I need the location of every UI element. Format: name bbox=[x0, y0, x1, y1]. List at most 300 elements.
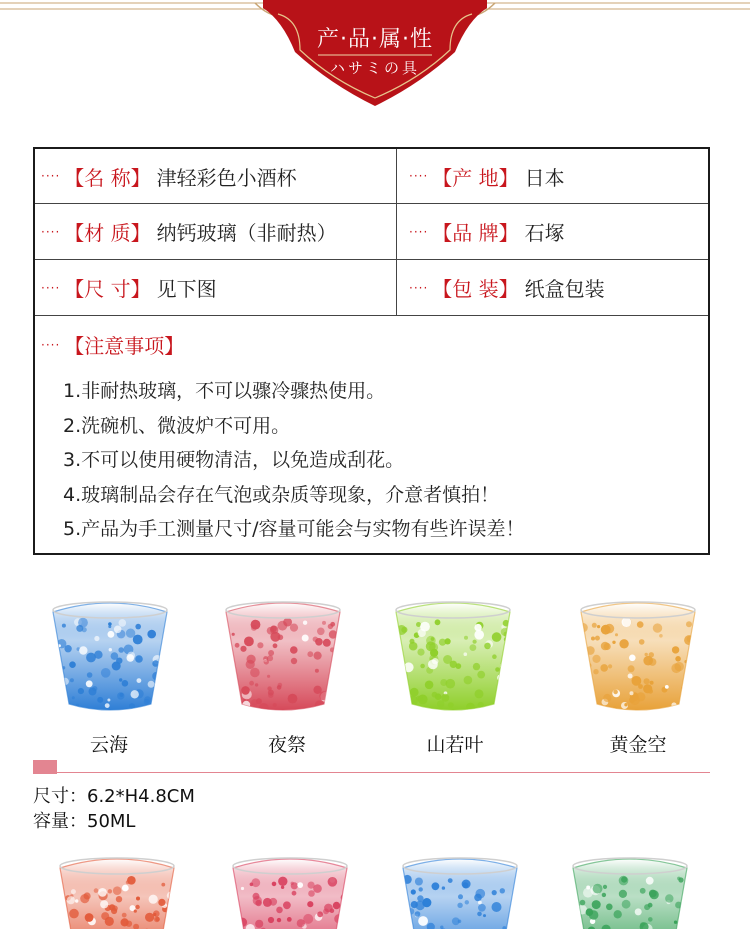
glass-speckle bbox=[593, 884, 603, 894]
glass-speckle bbox=[107, 699, 110, 702]
attribute-value: 纸盒包装 bbox=[524, 277, 605, 301]
glass-speckle bbox=[622, 617, 632, 627]
glass-speckle bbox=[232, 633, 235, 636]
attribute-row bbox=[35, 260, 708, 316]
glass-speckle bbox=[592, 655, 600, 663]
glass-speckle bbox=[71, 889, 76, 894]
glass-speckle bbox=[317, 911, 323, 917]
glass-speckle bbox=[158, 899, 165, 906]
glass-speckle bbox=[464, 636, 468, 640]
glass-speckle bbox=[97, 697, 103, 703]
glass-speckle bbox=[685, 678, 693, 686]
glass-speckle bbox=[600, 664, 608, 672]
glass-speckle bbox=[72, 696, 75, 699]
glass-speckle bbox=[690, 697, 693, 700]
glass-speckle bbox=[62, 624, 66, 628]
note-item: 2.洗碗机、微波炉不可用。 bbox=[63, 414, 291, 437]
glass-speckle bbox=[154, 687, 161, 694]
glass-speckle bbox=[458, 894, 463, 899]
glass-speckle bbox=[113, 886, 122, 895]
glass-speckle bbox=[241, 887, 244, 890]
glass-speckle bbox=[644, 678, 650, 684]
glass-speckle bbox=[675, 656, 681, 662]
glass-speckle bbox=[263, 898, 272, 907]
glass-speckle bbox=[235, 643, 240, 648]
glass-speckle bbox=[440, 679, 447, 686]
glass-speckle bbox=[135, 905, 139, 909]
attribute-cell bbox=[41, 204, 337, 259]
glass-speckle bbox=[52, 696, 59, 703]
glass-speckle bbox=[290, 624, 298, 632]
glass-speckle bbox=[640, 888, 646, 894]
glass-speckle bbox=[105, 917, 114, 926]
glass-speckle bbox=[592, 900, 601, 909]
glass-speckle bbox=[328, 877, 338, 887]
glass-speckle bbox=[255, 920, 263, 928]
glass-speckle bbox=[281, 886, 284, 889]
glass-speckle bbox=[273, 703, 277, 707]
glass-speckle bbox=[145, 913, 154, 922]
glass-speckle bbox=[273, 643, 278, 648]
glass-speckle bbox=[267, 655, 273, 661]
glass-speckle bbox=[56, 672, 62, 678]
glass-speckle bbox=[612, 641, 615, 644]
attribute-cell bbox=[409, 149, 565, 203]
glass-speckle bbox=[144, 696, 151, 703]
glass-speckle bbox=[435, 693, 442, 700]
glass-speckle bbox=[87, 672, 93, 678]
glass-speckle bbox=[116, 896, 122, 902]
glass-speckle bbox=[646, 877, 654, 885]
glass-speckle bbox=[636, 692, 645, 701]
product-name: 山若叶 bbox=[426, 734, 484, 756]
glass-speckle bbox=[653, 623, 662, 632]
glass-speckle bbox=[687, 664, 691, 668]
glass-speckle bbox=[276, 907, 283, 914]
glass-speckle bbox=[648, 689, 653, 694]
glass-speckle bbox=[613, 690, 618, 695]
note-item: 5.产品为手工测量尺寸/容量可能会与实物有些许误差！ bbox=[63, 518, 525, 540]
glass-speckle bbox=[410, 639, 415, 644]
glass-speckle bbox=[601, 642, 610, 651]
glass-speckle bbox=[584, 679, 589, 684]
glass-speckle bbox=[418, 916, 428, 926]
glass-speckle bbox=[674, 921, 677, 924]
glass-speckle bbox=[259, 703, 269, 713]
glass-speckle bbox=[319, 691, 328, 700]
attribute-value: 纳钙玻璃（非耐热） bbox=[156, 221, 337, 245]
glass-speckle bbox=[54, 669, 62, 677]
product-name: 夜祭 bbox=[267, 734, 306, 756]
glass-speckle bbox=[101, 668, 111, 678]
glass-speckle bbox=[419, 887, 423, 891]
glass-speckle bbox=[593, 669, 598, 674]
glass-speckle bbox=[500, 675, 504, 679]
glass-speckle bbox=[67, 896, 75, 904]
glass-speckle bbox=[501, 628, 509, 636]
glass-speckle bbox=[411, 889, 416, 894]
glass-speckle bbox=[624, 703, 627, 706]
glass-speckle bbox=[251, 625, 257, 631]
attribute-value: 见下图 bbox=[156, 277, 217, 301]
glass-speckle bbox=[689, 654, 692, 657]
glass-speckle bbox=[580, 900, 586, 906]
glass-speckle bbox=[292, 891, 297, 896]
attribute-cell bbox=[41, 149, 297, 203]
glass-speckle bbox=[105, 703, 110, 708]
column-divider bbox=[396, 204, 397, 259]
glass-speckle bbox=[70, 678, 74, 682]
glass-speckle bbox=[473, 640, 477, 644]
glass-speckle bbox=[629, 655, 636, 662]
glass-speckle bbox=[474, 624, 481, 631]
glass-speckle bbox=[78, 688, 84, 694]
glass-speckle bbox=[452, 917, 460, 925]
glass-speckle bbox=[268, 690, 274, 696]
glass-speckle bbox=[133, 635, 143, 645]
glass-speckle bbox=[287, 917, 292, 922]
product-image bbox=[225, 848, 355, 929]
glass-speckle bbox=[672, 646, 679, 653]
product-image bbox=[395, 848, 525, 929]
glass-speckle bbox=[131, 690, 139, 698]
glass-speckle bbox=[247, 655, 256, 664]
glass-speckle bbox=[288, 694, 298, 704]
glass-speckle bbox=[313, 637, 318, 642]
glass-speckle bbox=[649, 890, 657, 898]
glass-speckle bbox=[650, 681, 654, 685]
glass-speckle bbox=[682, 696, 687, 701]
glass-speckle bbox=[603, 885, 607, 889]
glass-speckle bbox=[644, 904, 650, 910]
glass-speckle bbox=[148, 681, 155, 688]
glass-speckle bbox=[333, 700, 340, 707]
glass-speckle bbox=[82, 627, 87, 632]
glass-speckle bbox=[291, 658, 297, 664]
glass-speckle bbox=[249, 681, 254, 686]
glass-speckle bbox=[114, 626, 122, 634]
glass-speckle bbox=[592, 623, 597, 628]
glass-speckle bbox=[614, 910, 622, 918]
notes-title: 【注意事项】 bbox=[64, 334, 185, 358]
glass-speckle bbox=[135, 655, 143, 663]
glass-speckle bbox=[425, 681, 434, 690]
glass-speckle bbox=[579, 697, 589, 707]
glass-speckle bbox=[307, 651, 313, 657]
glass-speckle bbox=[435, 619, 441, 625]
glass-speckle bbox=[324, 904, 333, 913]
product-image bbox=[52, 848, 182, 929]
glass-speckle bbox=[637, 621, 644, 628]
product-image bbox=[218, 592, 348, 721]
glass-speckle bbox=[334, 649, 339, 654]
glass-speckle bbox=[149, 895, 158, 904]
glass-speckle bbox=[303, 621, 307, 625]
glass-speckle bbox=[492, 632, 502, 642]
glass-speckle bbox=[85, 913, 94, 922]
glass-speckle bbox=[415, 878, 423, 886]
glass-speckle bbox=[603, 694, 611, 702]
attribute-key: 【尺 寸】 bbox=[64, 277, 151, 301]
glass-speckle bbox=[111, 908, 117, 914]
glass-speckle bbox=[240, 646, 246, 652]
attribute-row bbox=[35, 204, 708, 260]
glass-speckle bbox=[483, 914, 486, 917]
glass-speckle bbox=[415, 901, 425, 911]
glass-speckle bbox=[465, 900, 469, 904]
glass-speckle bbox=[244, 637, 254, 647]
glass-speckle bbox=[226, 698, 231, 703]
glass-speckle bbox=[420, 664, 425, 669]
glass-speckle bbox=[675, 662, 684, 671]
glass-speckle bbox=[333, 902, 340, 909]
glass-speckle bbox=[94, 636, 99, 641]
glass-speckle bbox=[597, 625, 600, 628]
note-item: 1.非耐热玻璃，不可以骤冷骤热使用。 bbox=[63, 380, 386, 402]
attribute-cell bbox=[409, 204, 565, 259]
glass-speckle bbox=[313, 686, 321, 694]
glass-speckle bbox=[645, 653, 648, 656]
glass-speckle bbox=[630, 691, 634, 695]
notes-heading bbox=[41, 330, 184, 359]
product-image bbox=[45, 592, 175, 721]
glass-speckle bbox=[255, 683, 258, 686]
attribute-row bbox=[35, 149, 708, 204]
glass-speckle bbox=[677, 877, 681, 881]
glass-speckle bbox=[268, 917, 274, 923]
attribute-key: 【品 牌】 bbox=[432, 221, 519, 245]
glass-speckle bbox=[437, 700, 444, 707]
glass-speckle bbox=[136, 897, 140, 901]
product-image bbox=[573, 592, 703, 721]
product-name: 黄金空 bbox=[609, 734, 667, 756]
glass-speckle bbox=[153, 910, 160, 917]
attribute-cell bbox=[41, 260, 217, 315]
glass-speckle bbox=[167, 892, 175, 900]
glass-speckle bbox=[591, 637, 595, 641]
glass-speckle bbox=[639, 639, 645, 645]
glass-speckle bbox=[477, 912, 482, 917]
glass-speckle bbox=[415, 911, 421, 917]
attribute-cell bbox=[409, 260, 605, 315]
glass-speckle bbox=[137, 678, 142, 683]
glass-speckle bbox=[470, 644, 477, 651]
glass-speckle bbox=[632, 676, 642, 686]
glass-speckle bbox=[69, 661, 76, 668]
glass-speckle bbox=[127, 876, 136, 885]
glass-speckle bbox=[333, 652, 339, 658]
glass-speckle bbox=[147, 630, 156, 639]
glass-speckle bbox=[118, 647, 124, 653]
attribute-table bbox=[33, 147, 710, 555]
attribute-value: 日本 bbox=[524, 165, 565, 190]
glass-speckle bbox=[250, 668, 260, 678]
divider-block bbox=[33, 760, 57, 774]
glass-speckle bbox=[619, 890, 627, 898]
attribute-key: 【产 地】 bbox=[432, 165, 519, 190]
glass-speckle bbox=[57, 707, 63, 713]
glass-speckle bbox=[464, 652, 468, 656]
glass-speckle bbox=[680, 904, 689, 913]
attribute-value: 津轻彩色小酒杯 bbox=[156, 165, 297, 190]
glass-speckle bbox=[225, 695, 231, 701]
glass-speckle bbox=[420, 622, 430, 632]
glass-speckle bbox=[57, 669, 60, 672]
bullet-marker: ···· bbox=[409, 280, 429, 295]
glass-speckle bbox=[395, 687, 403, 695]
glass-speckle bbox=[322, 621, 326, 625]
glass-speckle bbox=[503, 674, 510, 681]
glass-speckle bbox=[278, 877, 287, 886]
glass-speckle bbox=[135, 624, 141, 630]
glass-speckle bbox=[583, 888, 593, 898]
glass-speckle bbox=[649, 652, 654, 657]
bullet-marker: ···· bbox=[41, 337, 61, 352]
glass-speckle bbox=[302, 635, 309, 642]
glass-speckle bbox=[428, 660, 438, 670]
glass-speckle bbox=[84, 892, 91, 899]
glass-speckle bbox=[477, 671, 485, 679]
glass-speckle bbox=[94, 888, 99, 893]
glass-speckle bbox=[478, 904, 486, 912]
glass-speckle bbox=[257, 642, 263, 648]
note-item: 3.不可以使用硬物清洁，以免造成刮花。 bbox=[63, 449, 405, 471]
glass-speckle bbox=[79, 646, 87, 654]
glass-speckle bbox=[341, 914, 347, 920]
glass-speckle bbox=[317, 628, 325, 636]
bullet-marker: ···· bbox=[409, 224, 429, 239]
glass-speckle bbox=[134, 910, 137, 913]
glass-speckle bbox=[571, 902, 580, 911]
bullet-marker: ···· bbox=[41, 169, 61, 183]
divider-line bbox=[57, 772, 710, 773]
glass-speckle bbox=[628, 674, 633, 679]
glass-speckle bbox=[586, 908, 594, 916]
glass-speckle bbox=[635, 908, 642, 915]
glass-speckle bbox=[86, 680, 93, 687]
glass-speckle bbox=[492, 654, 497, 659]
bullet-marker: ···· bbox=[409, 169, 429, 183]
glass-speckle bbox=[323, 639, 331, 647]
glass-speckle bbox=[86, 653, 96, 663]
glass-speckle bbox=[492, 902, 502, 912]
glass-speckle bbox=[474, 630, 484, 640]
glass-speckle bbox=[308, 890, 315, 897]
glass-speckle bbox=[602, 893, 606, 897]
glass-speckle bbox=[290, 646, 298, 654]
glass-speckle bbox=[108, 631, 115, 638]
glass-speckle bbox=[484, 643, 491, 650]
glass-speckle bbox=[457, 903, 462, 908]
glass-speckle bbox=[629, 697, 635, 703]
glass-speckle bbox=[283, 618, 292, 627]
glass-speckle bbox=[619, 876, 629, 886]
glass-speckle bbox=[283, 901, 291, 909]
glass-speckle bbox=[230, 689, 234, 693]
glass-speckle bbox=[291, 882, 294, 885]
product-name: 云海 bbox=[89, 734, 128, 756]
glass-speckle bbox=[328, 624, 333, 629]
glass-speckle bbox=[500, 888, 505, 893]
glass-speckle bbox=[462, 880, 471, 889]
glass-speckle bbox=[277, 918, 281, 922]
glass-speckle bbox=[297, 919, 305, 927]
glass-speckle bbox=[315, 669, 319, 673]
glass-speckle bbox=[495, 667, 500, 672]
glass-speckle bbox=[165, 916, 171, 922]
glass-speckle bbox=[577, 905, 587, 915]
glass-speckle bbox=[154, 916, 160, 922]
glass-speckle bbox=[251, 699, 258, 706]
glass-speckle bbox=[492, 890, 497, 895]
glass-speckle bbox=[121, 918, 129, 926]
glass-speckle bbox=[241, 686, 250, 695]
glass-speckle bbox=[445, 638, 451, 644]
glass-speckle bbox=[587, 689, 590, 692]
glass-speckle bbox=[268, 650, 274, 656]
product-image bbox=[388, 592, 518, 721]
glass-speckle bbox=[267, 627, 275, 635]
attribute-key: 【包 装】 bbox=[432, 277, 519, 301]
glass-speckle bbox=[253, 896, 262, 905]
glass-speckle bbox=[606, 904, 613, 911]
glass-speckle bbox=[686, 621, 692, 627]
glass-speckle bbox=[442, 886, 445, 889]
glass-speckle bbox=[605, 624, 615, 634]
glass-speckle bbox=[608, 664, 612, 668]
glass-speckle bbox=[426, 641, 436, 651]
capacity-spec: 容量：50ML bbox=[33, 811, 136, 832]
glass-speckle bbox=[431, 637, 435, 641]
glass-speckle bbox=[108, 622, 112, 626]
glass-speckle bbox=[251, 878, 260, 887]
glass-speckle bbox=[327, 706, 335, 714]
glass-speckle bbox=[69, 909, 79, 919]
glass-speckle bbox=[665, 894, 673, 902]
glass-speckle bbox=[98, 888, 107, 897]
glass-speckle bbox=[474, 894, 482, 902]
note-item: 4.玻璃制品会存在气泡或杂质等现象，介意者慎拍！ bbox=[63, 483, 500, 506]
glass-speckle bbox=[401, 627, 407, 633]
glass-speckle bbox=[440, 926, 443, 929]
banner-title: 产·品·属·性 bbox=[317, 27, 433, 52]
glass-speckle bbox=[649, 658, 657, 666]
glass-speckle bbox=[324, 704, 329, 709]
bullet-marker: ···· bbox=[41, 224, 61, 239]
glass-speckle bbox=[119, 678, 122, 681]
glass-speckle bbox=[587, 663, 592, 668]
glass-speckle bbox=[628, 665, 635, 672]
glass-speckle bbox=[108, 889, 112, 893]
glass-speckle bbox=[408, 908, 414, 914]
glass-speckle bbox=[410, 688, 419, 697]
glass-speckle bbox=[127, 652, 135, 660]
glass-speckle bbox=[478, 901, 482, 905]
glass-speckle bbox=[272, 882, 277, 887]
glass-speckle bbox=[659, 634, 663, 638]
glass-speckle bbox=[417, 649, 424, 656]
glass-speckle bbox=[307, 901, 313, 907]
glass-speckle bbox=[297, 882, 303, 888]
banner-subtitle: ハサミの具 bbox=[329, 59, 420, 77]
glass-speckle bbox=[648, 917, 653, 922]
glass-speckle bbox=[109, 648, 112, 651]
bullet-marker: ···· bbox=[41, 280, 61, 295]
glass-speckle bbox=[441, 694, 449, 702]
glass-speckle bbox=[267, 675, 270, 678]
size-spec: 尺寸：6.2*H4.8CM bbox=[33, 786, 195, 807]
glass-speckle bbox=[278, 683, 283, 688]
